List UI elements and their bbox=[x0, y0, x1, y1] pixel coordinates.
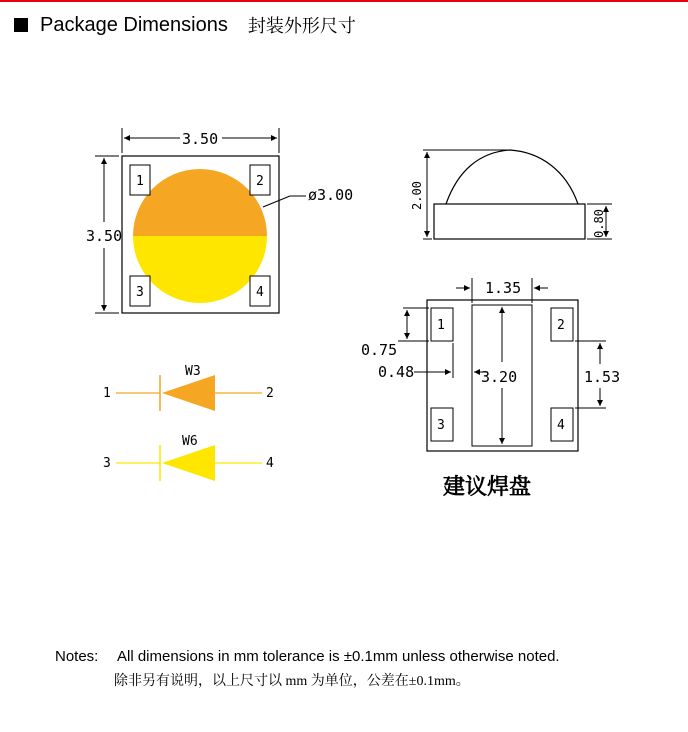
pad-1-label: 1 bbox=[437, 318, 445, 333]
pad-caption: 建议焊盘 bbox=[443, 475, 532, 500]
w6-label: W6 bbox=[182, 434, 198, 449]
schematic-w3 bbox=[103, 364, 274, 411]
notes-text-en: All dimensions in mm tolerance is ±0.1mm unless otherwise noted. bbox=[117, 648, 560, 665]
w6-pin-left: 3 bbox=[103, 456, 111, 471]
pad-3-label: 3 bbox=[437, 418, 445, 433]
top-pin-2-label: 2 bbox=[256, 174, 264, 189]
side-height-label: 2.00 bbox=[410, 181, 424, 210]
w3-label: W3 bbox=[185, 364, 201, 379]
side-base-label: 0.80 bbox=[592, 209, 606, 238]
w3-diode-icon bbox=[162, 375, 215, 411]
side-view-base bbox=[434, 204, 585, 239]
w6-diode-icon bbox=[162, 445, 215, 481]
pad-height-label: 0.75 bbox=[361, 341, 398, 359]
pad-right-label: 1.53 bbox=[584, 368, 621, 386]
top-width-label: 3.50 bbox=[182, 130, 219, 148]
pad-center-label: 3.20 bbox=[481, 368, 518, 386]
schematic-w6 bbox=[103, 434, 274, 481]
top-view bbox=[86, 128, 353, 313]
w3-pin-left: 1 bbox=[103, 386, 111, 401]
pad-top-label: 1.35 bbox=[485, 279, 522, 297]
top-height-label: 3.50 bbox=[86, 227, 123, 245]
section-title-en: Package Dimensions bbox=[40, 13, 228, 36]
section-title-cn: 封装外形尺寸 bbox=[247, 16, 356, 37]
side-view bbox=[410, 150, 612, 239]
w6-pin-right: 4 bbox=[266, 456, 274, 471]
pad-4-label: 4 bbox=[557, 418, 565, 433]
notes-text-cn: 除非另有说明，以上尺寸以 mm 为单位，公差在±0.1mm。 bbox=[114, 674, 470, 689]
w3-pin-right: 2 bbox=[266, 386, 274, 401]
notes bbox=[55, 648, 560, 689]
pad-layout bbox=[361, 278, 620, 500]
diameter-label: ø3.00 bbox=[308, 186, 354, 204]
side-view-dome bbox=[446, 150, 578, 204]
top-pin-4-label: 4 bbox=[256, 285, 264, 300]
pad-gap-label: 0.48 bbox=[378, 363, 415, 381]
top-pin-1-label: 1 bbox=[136, 174, 144, 189]
pad-2-label: 2 bbox=[557, 318, 565, 333]
notes-label: Notes: bbox=[55, 648, 99, 665]
top-pin-3-label: 3 bbox=[136, 285, 144, 300]
